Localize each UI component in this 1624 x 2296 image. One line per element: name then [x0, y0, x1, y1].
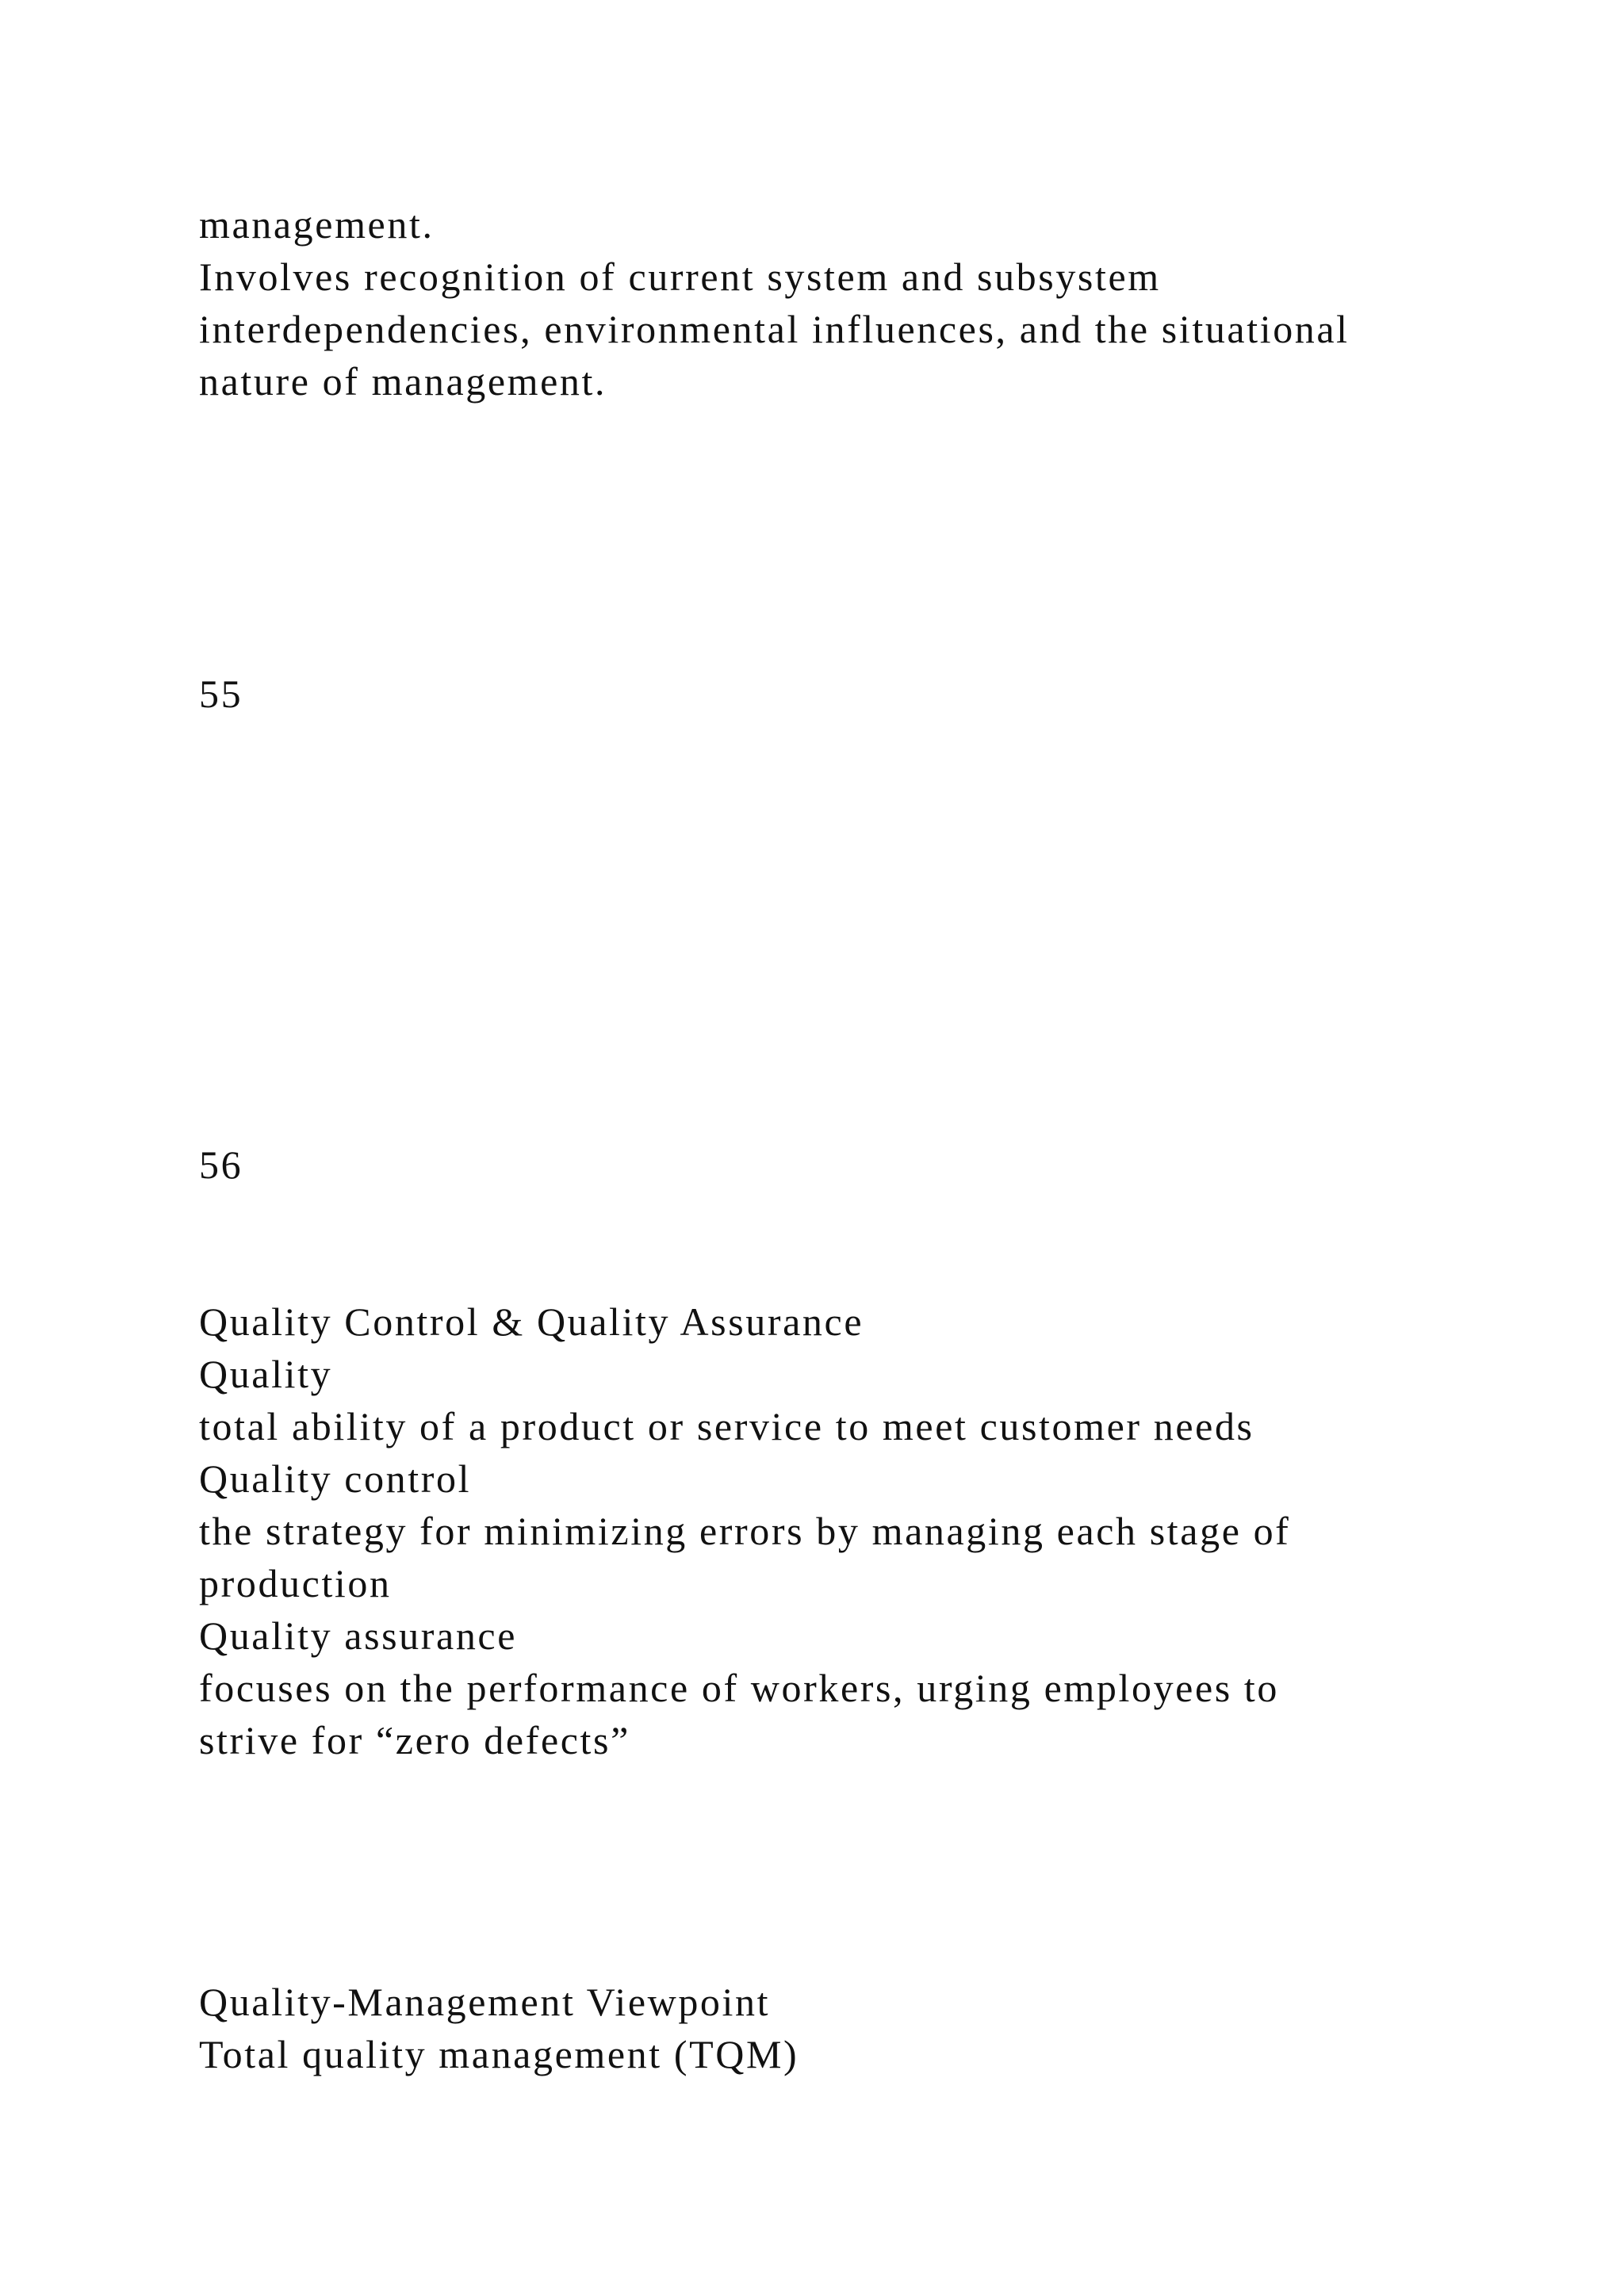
term-definition: total ability of a product or service to meet customer needs: [199, 1404, 1254, 1448]
term-definition: strive for “zero defects”: [199, 1718, 630, 1762]
text-line: nature of management.: [199, 359, 607, 404]
text-line: interdependencies, environmental influences, and the situational: [199, 307, 1350, 351]
term-label: Quality control: [199, 1456, 472, 1501]
page-number: 56: [199, 1142, 243, 1187]
section-heading: Quality-Management Viewpoint: [199, 1980, 771, 2024]
text-line: Involves recognition of current system and subsystem: [199, 254, 1161, 299]
term-label: Quality assurance: [199, 1613, 518, 1658]
term-label: Quality: [199, 1352, 333, 1396]
term-definition: the strategy for minimizing errors by managing each stage of: [199, 1509, 1291, 1553]
text-line: management.: [199, 202, 435, 247]
page-number: 55: [199, 672, 243, 716]
term-definition: focuses on the performance of workers, urging employees to: [199, 1666, 1280, 1710]
term-definition: production: [199, 1561, 392, 1605]
term-label: Total quality management (TQM): [199, 2032, 799, 2076]
section-heading: Quality Control & Quality Assurance: [199, 1299, 864, 1344]
